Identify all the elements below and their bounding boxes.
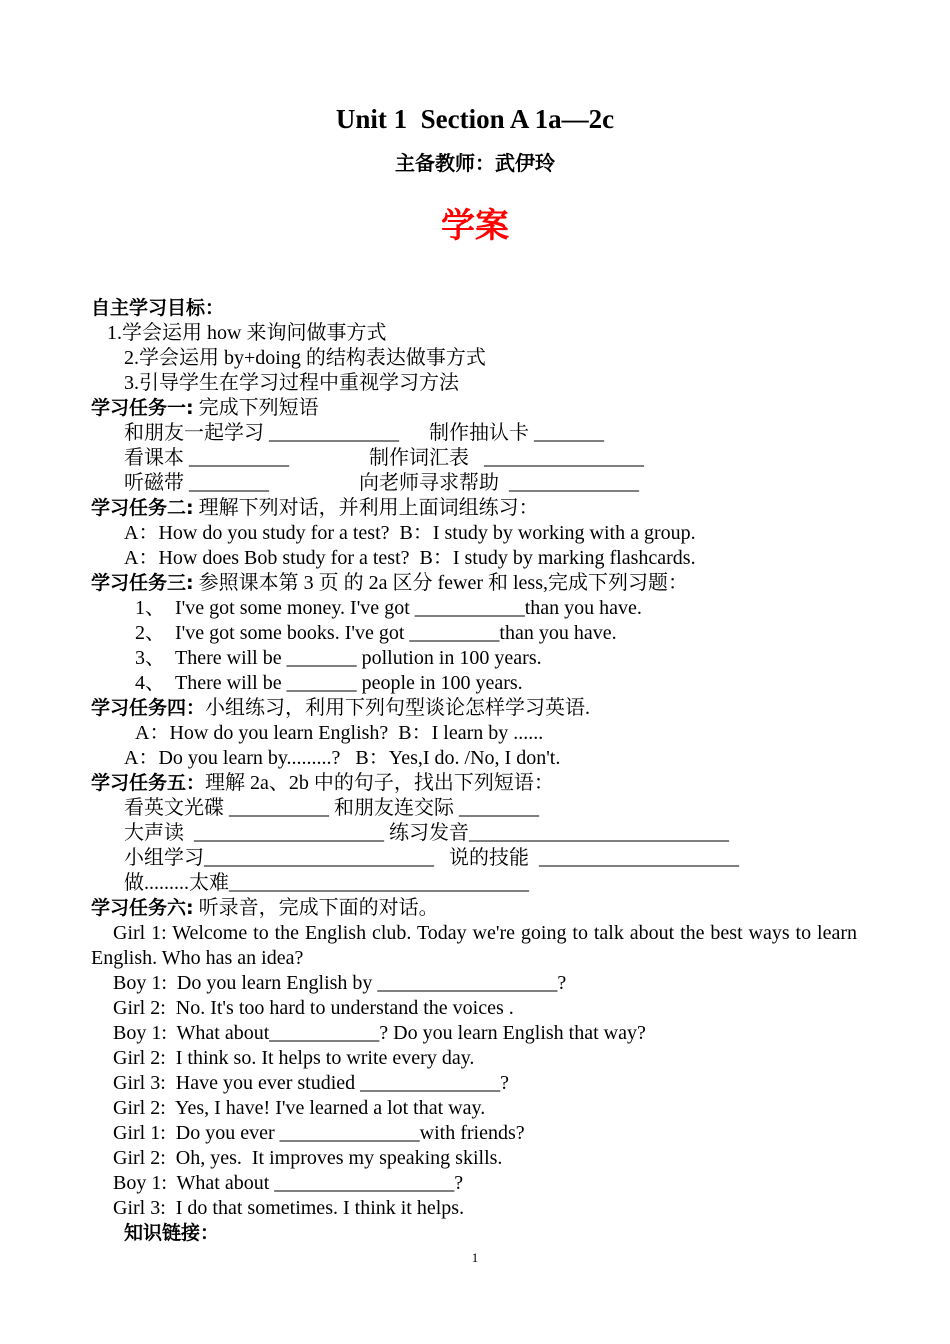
task6-heading (91, 896, 857, 921)
task6-text: 听录音，完成下面的对话。 (193, 897, 439, 919)
dialogue-line: Girl 3: I do that sometimes. I think it helps. (113, 1197, 465, 1219)
dialogue-line: Girl 2: Oh, yes. It improves my speaking skills. (113, 1147, 503, 1169)
task5-text: 理解 2a、2b 中的句子，找出下列短语： (205, 772, 554, 794)
knowledge-link-heading: 知识链接： (124, 1222, 220, 1244)
teacher-name: 主备教师：武伊玲 (395, 151, 555, 175)
goal-item: 2.学会运用 by+doing 的结构表达做事方式 (124, 347, 486, 369)
task5-line: 小组学习_______________________ 说的技能 ____________________ (124, 847, 739, 869)
task3-item: 2、 I've got some books. I've got _________than you have. (135, 622, 617, 644)
task1-line: 和朋友一起学习 _____________ 制作抽认卡 _______ (124, 422, 604, 444)
goal-item: 3.引导学生在学习过程中重视学习方法 (124, 372, 459, 394)
task1-label: 学习任务一: (91, 397, 194, 419)
page-title: Unit 1 Section A 1a—2c (335, 104, 615, 134)
task5-heading (91, 771, 857, 796)
dialogue-line: Girl 2: Yes, I have! I've learned a lot that way. (113, 1097, 486, 1119)
task3-item: 3、 There will be _______ pollution in 100 years. (135, 647, 542, 669)
dialogue-intro: Girl 1: Welcome to the English club. Today we're going to talk about the best ways to learn English. Who has an idea? (91, 922, 857, 969)
task1-line: 听磁带 ________ 向老师寻求帮助 _____________ (124, 472, 639, 494)
dialogue-line: Boy 1: What about __________________? (113, 1172, 464, 1194)
dialogue-line: Girl 3: Have you ever studied ______________? (113, 1072, 510, 1094)
task1-text: 完成下列短语 (193, 397, 319, 419)
task1-line: 看课本 __________ 制作词汇表 ________________ (124, 447, 644, 469)
task4-heading (91, 696, 857, 721)
task4-line: A：Do you learn by.........? B：Yes,I do. /No, I don't. (124, 747, 561, 769)
task5-line: 做.........太难______________________________ (124, 872, 529, 894)
worksheet-body (91, 296, 857, 1246)
worksheet-heading: 学案 (441, 206, 509, 246)
goals-heading: 自主学习目标： (91, 297, 225, 319)
task2-heading (91, 496, 857, 521)
task5-label: 学习任务五： (91, 772, 206, 794)
task1-heading (91, 396, 857, 421)
page-number: 1 (471, 1250, 479, 1265)
task3-label: 学习任务三: (91, 572, 194, 594)
dialogue-line: Girl 2: No. It's too hard to understand the voices . (113, 997, 514, 1019)
task2-line: A：How do you study for a test? B：I study by working with a group. (124, 522, 696, 544)
task5-line: 大声读 ___________________ 练习发音__________________________ (124, 822, 729, 844)
dialogue-line: Girl 2: I think so. It helps to write every day. (113, 1047, 475, 1069)
task5-line: 看英文光碟 __________ 和朋友连交际 ________ (124, 797, 539, 819)
task2-text: 理解下列对话，并利用上面词组练习： (193, 497, 539, 519)
dialogue-line: Boy 1: What about___________? Do you learn English that way? (113, 1022, 646, 1044)
task4-line: A：How do you learn English? B：I learn by ...... (135, 722, 544, 744)
task3-item: 1、 I've got some money. I've got ___________than you have. (135, 597, 642, 619)
task6-label: 学习任务六: (91, 897, 194, 919)
task4-text: 小组练习，利用下列句型谈论怎样学习英语. (205, 697, 591, 719)
task3-item: 4、 There will be _______ people in 100 years. (135, 672, 523, 694)
task2-label: 学习任务二: (91, 497, 194, 519)
task3-heading (91, 571, 857, 596)
task2-line: A：How does Bob study for a test? B：I study by marking flashcards. (124, 547, 696, 569)
task4-label: 学习任务四： (91, 697, 206, 719)
dialogue-line: Girl 1: Do you ever ______________with friends? (113, 1122, 525, 1144)
goal-item: 1.学会运用 how 来询问做事方式 (107, 322, 387, 344)
dialogue-line: Boy 1: Do you learn English by __________________? (113, 972, 567, 994)
task3-text: 参照课本第 3 页 的 2a 区分 fewer 和 less,完成下列习题： (193, 572, 689, 594)
